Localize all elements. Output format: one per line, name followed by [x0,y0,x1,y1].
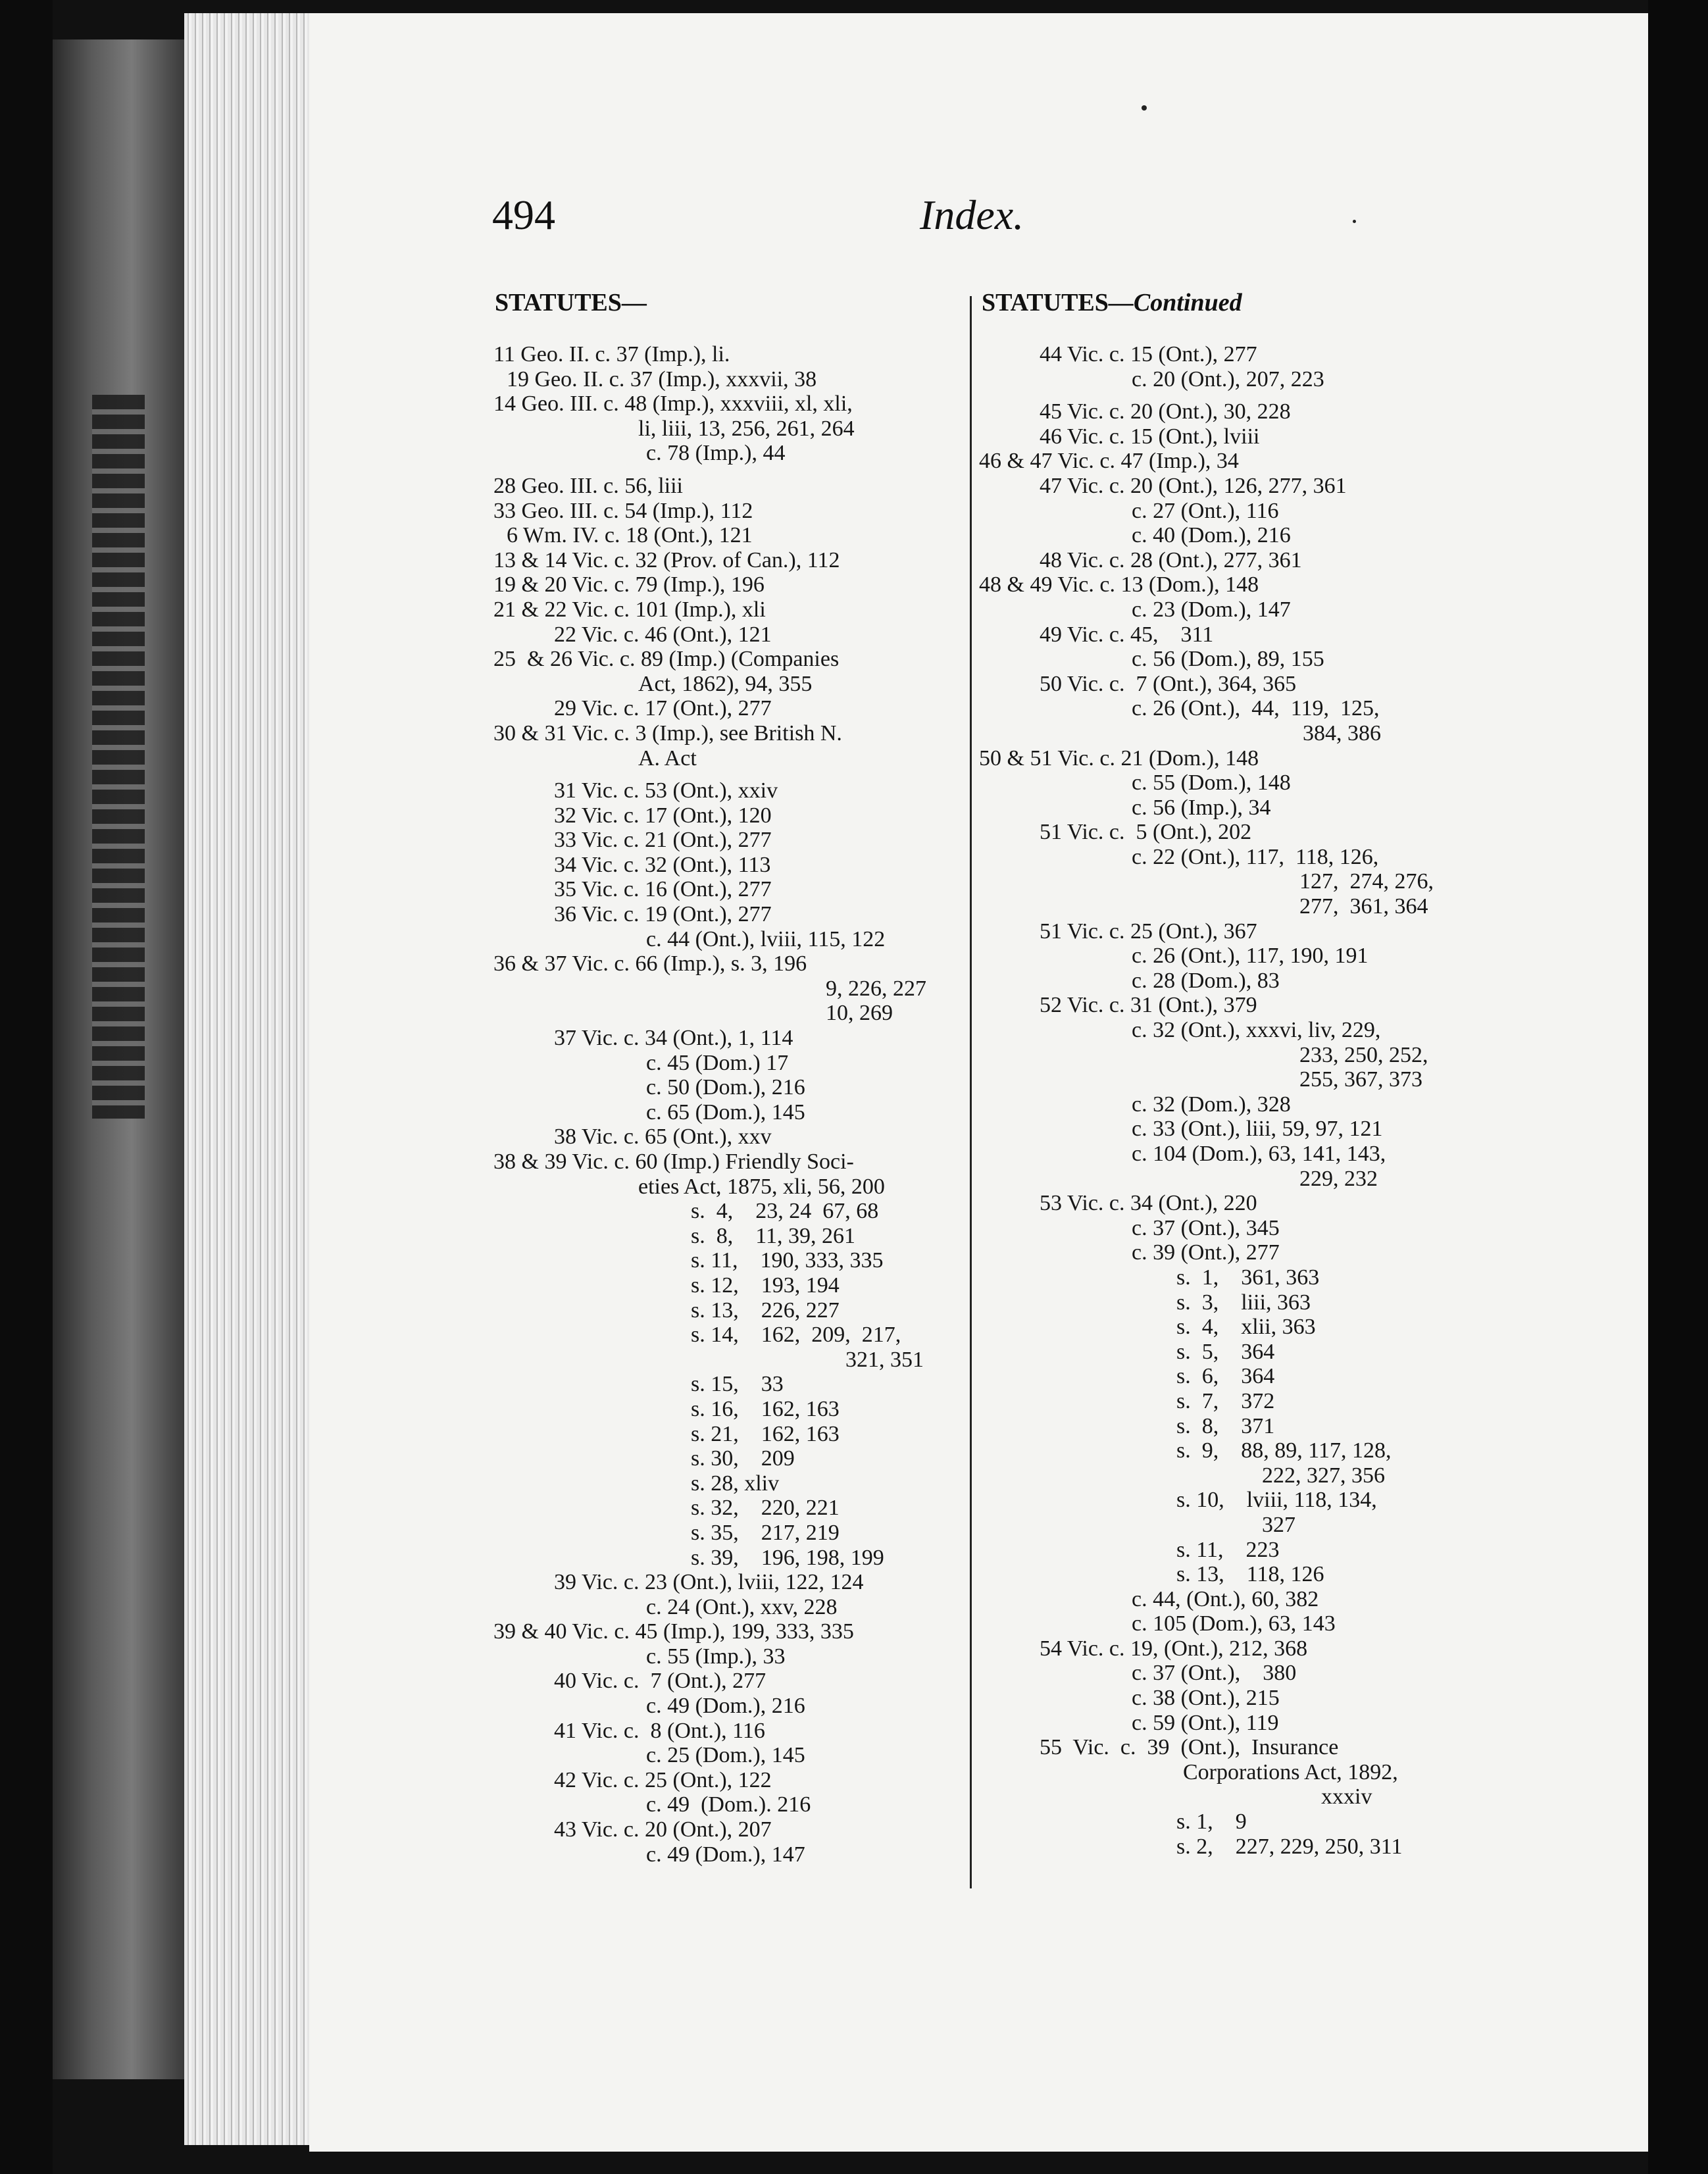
index-entry: 321, 351 [845,1347,924,1372]
left-index-column [493,342,964,1867]
index-entry: c. 26 (Ont.), 44, 119, 125, [1132,696,1380,721]
index-entry: 50 & 51 Vic. c. 21 (Dom.), 148 [979,746,1259,771]
index-entry: s. 15, 33 [691,1372,784,1397]
index-entry: s. 11, 190, 333, 335 [691,1248,884,1273]
index-entry: c. 37 (Ont.), 345 [1132,1215,1280,1240]
index-entry: s. 9, 88, 89, 117, 128, [1176,1438,1392,1463]
left-heading-text: STATUTES— [495,289,647,316]
index-entry: c. 28 (Dom.), 83 [1132,968,1280,993]
index-entry: xxxiv [1321,1784,1372,1809]
index-entry: 45 Vic. c. 20 (Ont.), 30, 228 [1040,399,1291,424]
index-entry: 38 Vic. c. 65 (Ont.), xxv [554,1125,772,1150]
index-entry: 40 Vic. c. 7 (Ont.), 277 [554,1669,766,1694]
index-entry: s. 5, 364 [1176,1339,1275,1364]
entry-gap [493,466,964,474]
right-heading-suffix: —Continued [1108,289,1242,316]
index-entry: 42 Vic. c. 25 (Ont.), 122 [554,1767,772,1792]
index-entry: s. 1, 9 [1176,1809,1247,1834]
index-entry: c. 22 (Ont.), 117, 118, 126, [1132,844,1379,869]
index-entry: s. 3, liii, 363 [1176,1290,1311,1315]
index-entry: 34 Vic. c. 32 (Ont.), 113 [554,852,771,877]
index-entry: s. 14, 162, 209, 217, [691,1323,901,1348]
index-entry: c. 55 (Imp.), 33 [646,1644,786,1669]
index-entry: 38 & 39 Vic. c. 60 (Imp.) Friendly Soci- [493,1150,854,1174]
index-entry: 52 Vic. c. 31 (Ont.), 379 [1040,993,1257,1018]
index-entry: 41 Vic. c. 8 (Ont.), 116 [554,1718,765,1743]
index-entry: 44 Vic. c. 15 (Ont.), 277 [1040,342,1257,367]
index-entry: 6 Wm. IV. c. 18 (Ont.), 121 [507,523,753,548]
index-entry: Corporations Act, 1892, [1183,1759,1398,1784]
index-entry: c. 32 (Ont.), xxxvi, liv, 229, [1132,1018,1381,1043]
index-entry: c. 105 (Dom.), 63, 143 [1132,1611,1336,1636]
page-edges [184,13,309,2145]
index-entry: s. 16, 162, 163 [691,1396,840,1421]
index-entry: li, liii, 13, 256, 261, 264 [638,416,855,441]
index-entry: 255, 367, 373 [1299,1067,1422,1092]
index-entry: c. 56 (Imp.), 34 [1132,795,1271,820]
index-entry: c. 40 (Dom.), 216 [1132,523,1291,548]
index-entry: 33 Geo. III. c. 54 (Imp.), 112 [493,498,753,523]
index-entry: 233, 250, 252, [1299,1042,1428,1067]
index-entry: c. 44, (Ont.), 60, 382 [1132,1586,1319,1611]
index-entry: A. Act [638,746,697,771]
index-entry: 327 [1262,1512,1295,1537]
index-entry: s. 13, 118, 126 [1176,1562,1324,1587]
index-entry: 229, 232 [1299,1166,1378,1191]
index-entry: s. 35, 217, 219 [691,1520,840,1545]
right-index-column [979,342,1440,1859]
index-entry: c. 33 (Ont.), liii, 59, 97, 121 [1132,1117,1383,1142]
index-entry: eties Act, 1875, xli, 56, 200 [638,1174,885,1199]
index-entry: 50 Vic. c. 7 (Ont.), 364, 365 [1040,671,1297,696]
index-entry: c. 49 (Dom.), 147 [646,1842,805,1867]
index-entry: 46 Vic. c. 15 (Ont.), lviii [1040,424,1260,449]
right-column-heading [982,288,1242,317]
index-entry: c. 45 (Dom.) 17 [646,1050,789,1075]
index-entry: s. 28, xliv [691,1471,780,1496]
index-entry: 22 Vic. c. 46 (Ont.), 121 [554,622,772,647]
index-entry: 48 & 49 Vic. c. 13 (Dom.), 148 [979,572,1259,597]
index-entry: 14 Geo. III. c. 48 (Imp.), xxxviii, xl, xli, [493,392,853,417]
index-entry: 35 Vic. c. 16 (Ont.), 277 [554,877,772,902]
book-page [309,13,1648,2152]
index-entry: s. 21, 162, 163 [691,1421,840,1446]
index-entry: s. 30, 209 [691,1446,795,1471]
left-column-heading [495,288,647,317]
index-entry: s. 10, lviii, 118, 134, [1176,1488,1377,1513]
index-entry: 277, 361, 364 [1299,894,1428,919]
index-entry: 54 Vic. c. 19, (Ont.), 212, 368 [1040,1636,1308,1661]
index-entry: c. 32 (Dom.), 328 [1132,1092,1291,1117]
index-entry: 53 Vic. c. 34 (Ont.), 220 [1040,1191,1257,1216]
index-entry: 13 & 14 Vic. c. 32 (Prov. of Can.), 112 [493,547,840,572]
right-heading-text: STATUTES [982,289,1109,316]
index-entry: c. 44 (Ont.), lviii, 115, 122 [646,926,886,951]
entry-gap [493,771,964,778]
index-entry: 47 Vic. c. 20 (Ont.), 126, 277, 361 [1040,473,1347,498]
index-entry: s. 13, 226, 227 [691,1298,840,1323]
index-entry: c. 24 (Ont.), xxv, 228 [646,1594,838,1619]
index-entry: 29 Vic. c. 17 (Ont.), 277 [554,696,772,721]
index-entry: s. 6, 364 [1176,1364,1275,1389]
index-entry: 384, 386 [1303,720,1381,746]
index-entry: 28 Geo. III. c. 56, liii [493,473,683,498]
index-entry: c. 56 (Dom.), 89, 155 [1132,647,1324,672]
index-entry: c. 78 (Imp.), 44 [646,441,786,466]
index-entry: 32 Vic. c. 17 (Ont.), 120 [554,803,772,828]
index-entry: c. 27 (Ont.), 116 [1132,498,1279,523]
index-entry: s. 12, 193, 194 [691,1273,840,1298]
index-entry: 48 Vic. c. 28 (Ont.), 277, 361 [1040,547,1302,572]
index-entry: c. 104 (Dom.), 63, 141, 143, [1132,1142,1386,1166]
index-entry: 11 Geo. II. c. 37 (Imp.), li. [493,342,730,367]
index-entry: 51 Vic. c. 5 (Ont.), 202 [1040,820,1252,845]
index-entry: 19 & 20 Vic. c. 79 (Imp.), 196 [493,572,765,597]
ink-speck [1142,105,1147,111]
index-entry: s. 8, 371 [1176,1413,1275,1438]
index-entry: 46 & 47 Vic. c. 47 (Imp.), 34 [979,449,1239,474]
index-entry: c. 37 (Ont.), 380 [1132,1661,1297,1686]
page-number: 494 [492,191,555,238]
index-entry: 10, 269 [826,1001,893,1026]
index-entry: c. 39 (Ont.), 277 [1132,1240,1280,1265]
column-divider [970,296,972,1888]
index-entry: s. 2, 227, 229, 250, 311 [1176,1834,1403,1859]
entry-gap [979,392,1440,399]
index-entry: c. 49 (Dom.), 216 [646,1694,805,1719]
index-entry: 19 Geo. II. c. 37 (Imp.), xxxvii, 38 [507,367,817,392]
index-entry: 51 Vic. c. 25 (Ont.), 367 [1040,919,1257,944]
index-entry: c. 55 (Dom.), 148 [1132,771,1291,796]
index-entry: s. 7, 372 [1176,1388,1275,1413]
index-entry: 31 Vic. c. 53 (Ont.), xxiv [554,778,778,803]
index-entry: c. 20 (Ont.), 207, 223 [1132,367,1324,392]
index-entry: s. 4, xlii, 363 [1176,1315,1316,1340]
index-entry: c. 59 (Ont.), 119 [1132,1710,1279,1735]
index-entry: 39 Vic. c. 23 (Ont.), lviii, 122, 124 [554,1570,864,1595]
index-entry: s. 4, 23, 24 67, 68 [691,1199,879,1224]
index-entry: s. 32, 220, 221 [691,1496,840,1521]
index-entry: c. 65 (Dom.), 145 [646,1100,805,1125]
index-entry: c. 26 (Ont.), 117, 190, 191 [1132,944,1369,969]
index-entry: 222, 327, 356 [1262,1463,1385,1488]
index-entry: c. 49 (Dom.). 216 [646,1792,811,1817]
index-entry: s. 11, 223 [1176,1537,1280,1562]
index-entry: 55 Vic. c. 39 (Ont.), Insurance [1040,1735,1339,1760]
scan-dark-margin-right [1648,0,1708,2174]
index-entry: c. 38 (Ont.), 215 [1132,1686,1280,1711]
index-entry: 25 & 26 Vic. c. 89 (Imp.) (Companies [493,647,840,672]
index-entry: 49 Vic. c. 45, 311 [1040,622,1214,647]
index-entry: 30 & 31 Vic. c. 3 (Imp.), see British N. [493,720,842,746]
index-entry: s. 1, 361, 363 [1176,1265,1320,1290]
index-entry: 9, 226, 227 [826,976,926,1001]
index-entry: 127, 274, 276, [1299,869,1434,894]
index-entry: 43 Vic. c. 20 (Ont.), 207 [554,1817,772,1842]
ink-speck [1353,220,1356,223]
index-entry: 39 & 40 Vic. c. 45 (Imp.), 199, 333, 335 [493,1619,854,1644]
index-entry: s. 39, 196, 198, 199 [691,1545,884,1570]
scan-dark-margin [0,0,53,2174]
index-entry: 36 & 37 Vic. c. 66 (Imp.), s. 3, 196 [493,951,807,976]
spine-stamp [92,395,145,1119]
running-title: Index. [920,191,1024,238]
index-entry: s. 8, 11, 39, 261 [691,1223,855,1248]
index-entry: 37 Vic. c. 34 (Ont.), 1, 114 [554,1026,793,1051]
index-entry: Act, 1862), 94, 355 [638,671,813,696]
index-entry: c. 25 (Dom.), 145 [646,1743,805,1768]
index-entry: 36 Vic. c. 19 (Ont.), 277 [554,902,772,927]
index-entry: c. 50 (Dom.), 216 [646,1075,805,1100]
index-entry: c. 23 (Dom.), 147 [1132,597,1291,622]
index-entry: 33 Vic. c. 21 (Ont.), 277 [554,828,772,853]
index-entry: 21 & 22 Vic. c. 101 (Imp.), xli [493,597,766,622]
